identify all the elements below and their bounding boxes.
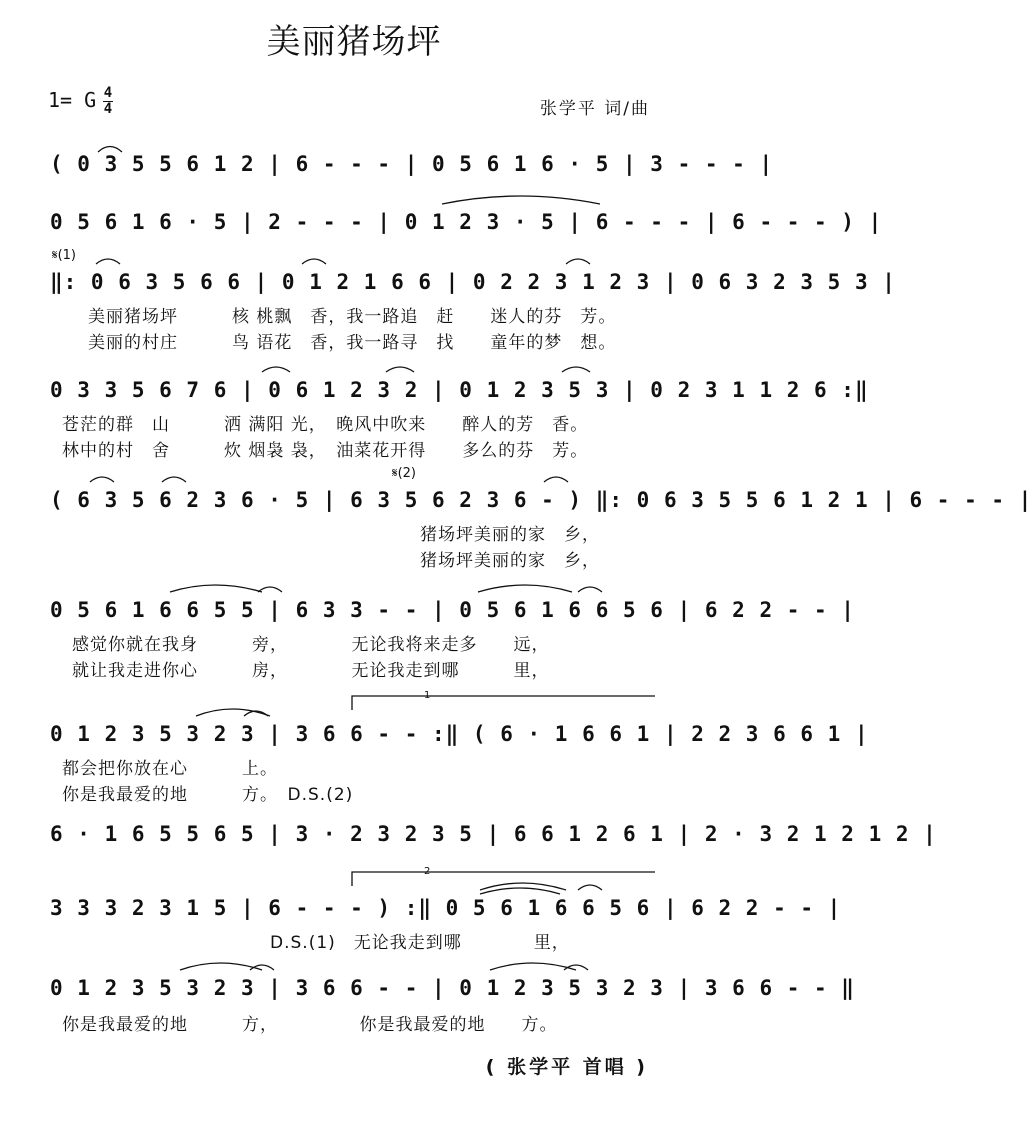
volta-1-bracket: [352, 696, 655, 710]
notation-row-5: ( 6 3 5 6 2 3 6 · 5 | 6 3 5 6 2 3 6 - ) ‖: 0 6 3 5 5 6 1 2 1 | 6 - - - |: [50, 488, 1032, 512]
tie: [480, 883, 566, 890]
lyric-row-7-verse-1: 都会把你放在心 上。: [62, 759, 278, 779]
key-signature: 1= G: [48, 88, 97, 112]
notation-row-6: 0 5 6 1 6 6 5 5 | 6 3 3 - - | 0 5 6 1 6 6 5 6 | 6 2 2 - - |: [50, 598, 855, 622]
slur: [262, 367, 290, 372]
notation-row-8: 6 · 1 6 5 5 6 5 | 3 · 2 3 2 3 5 | 6 6 1 2 6 1 | 2 · 3 2 1 2 1 2 |: [50, 822, 937, 846]
slur: [544, 477, 568, 482]
slur: [96, 259, 120, 264]
slur: [578, 885, 602, 890]
lyric-row-5-verse-1: 猪场坪美丽的家 乡，: [420, 525, 600, 545]
notation-row-10: 0 1 2 3 5 3 2 3 | 3 6 6 - - | 0 1 2 3 5 3 2 3 | 3 6 6 - - ‖: [50, 976, 855, 1000]
tie: [196, 709, 270, 716]
lyric-row-3-verse-2: 美丽的村庄 鸟 语花 香，我一路寻 找 童年的梦 想。: [88, 333, 617, 353]
notation-row-2: 0 5 6 1 6 · 5 | 2 - - - | 0 1 2 3 · 5 | 6 - - - | 6 - - - ) |: [50, 210, 883, 234]
slur: [562, 367, 590, 372]
lyric-row-6-verse-1: 感觉你就在我身 旁， 无论我将来走多 远，: [72, 635, 550, 655]
performer-credit: ( 张学平 首唱 ): [485, 1056, 648, 1078]
notation-row-9: 3 3 3 2 3 1 5 | 6 - - - ) :‖ 0 5 6 1 6 6 5 6 | 6 2 2 - - |: [50, 896, 842, 920]
slur: [90, 477, 114, 482]
lyric-row-4-verse-2: 林中的村 舍 炊 烟袅 袅， 油菜花开得 多么的芬 芳。: [62, 441, 589, 461]
tie: [478, 585, 572, 592]
volta-2-label: 2: [424, 866, 431, 877]
song-title: 美丽猪场坪: [266, 22, 442, 62]
notation-row-3: ‖: 0 6 3 5 6 6 | 0 1 2 1 6 6 | 0 2 2 3 1 2 3 | 0 6 3 2 3 5 3 |: [50, 270, 896, 294]
slur: [566, 259, 590, 264]
slur: [302, 259, 326, 264]
lyric-row-7-verse-2: 你是我最爱的地 方。 D.S.(2): [62, 785, 354, 805]
time-signature: 4 4: [103, 85, 113, 117]
lyric-row-6-verse-2: 就让我走进你心 房， 无论我走到哪 里，: [72, 661, 550, 681]
tie: [170, 585, 262, 592]
slur: [386, 367, 414, 372]
tie: [442, 196, 600, 204]
lyric-row-5-verse-2: 猪场坪美丽的家 乡，: [420, 551, 600, 571]
slur: [250, 965, 274, 970]
lyricist-composer: 张学平 词/曲: [539, 99, 650, 119]
notation-row-7: 0 1 2 3 5 3 2 3 | 3 6 6 - - :‖ ( 6 · 1 6 6 1 | 2 2 3 6 6 1 |: [50, 722, 869, 746]
lyric-row-4-verse-1: 苍茫的群 山 洒 满阳 光， 晚风中吹来 醉人的芳 香。: [62, 415, 589, 435]
slur: [578, 587, 602, 592]
notation-row-1: ( 0 3 5 5 6 1 2 | 6 - - - | 0 5 6 1 6 · 5 | 3 - - - |: [50, 152, 774, 176]
lyric-row-10: 你是我最爱的地 方， 你是我最爱的地 方。: [62, 1015, 558, 1035]
volta-1-label: 1: [424, 690, 431, 701]
slur: [98, 147, 122, 153]
slur: [162, 477, 186, 482]
slur: [564, 965, 588, 970]
tie: [480, 888, 560, 894]
tie: [180, 963, 262, 970]
lyric-row-9: D.S.(1) 无论我走到哪 里，: [270, 933, 570, 953]
segno-2: 𝄋(2): [392, 466, 417, 481]
lyric-row-3-verse-1: 美丽猪场坪 核 桃飘 香，我一路追 赶 迷人的芬 芳。: [88, 307, 617, 327]
tie: [490, 963, 576, 970]
notation-row-4: 0 3 3 5 6 7 6 | 0 6 1 2 3 2 | 0 1 2 3 5 3 | 0 2 3 1 1 2 6 :‖: [50, 378, 869, 402]
segno-1: 𝄋(1): [52, 248, 77, 263]
